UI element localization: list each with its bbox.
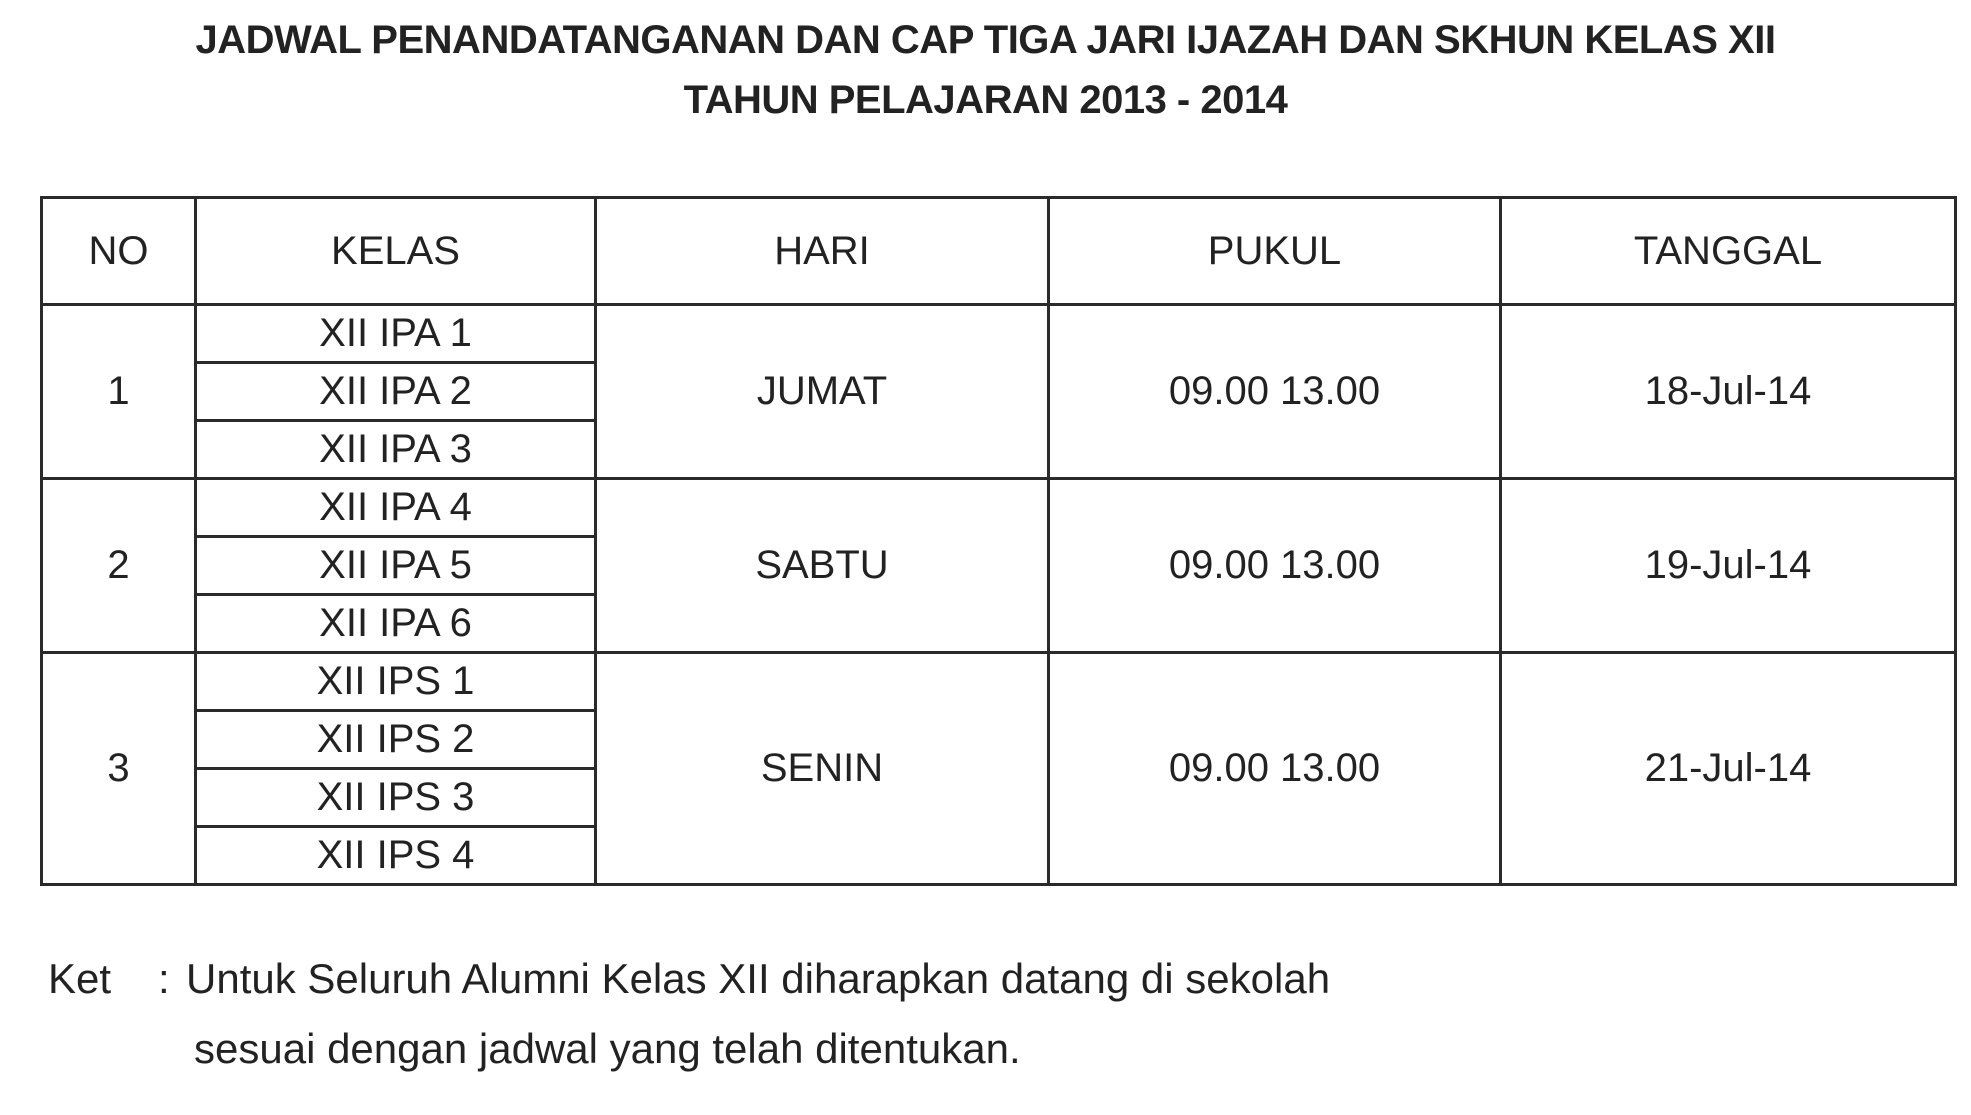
cell-hari: SABTU [596,479,1049,653]
note-text-line2: sesuai dengan jadwal yang telah ditentukan. [194,1025,1021,1072]
cell-kelas: XII IPS 4 [196,827,596,885]
header-tanggal: TANGGAL [1501,198,1956,305]
header-pukul: PUKUL [1049,198,1501,305]
header-kelas: KELAS [196,198,596,305]
cell-kelas: XII IPA 6 [196,595,596,653]
cell-pukul: 09.00 13.00 [1049,479,1501,653]
cell-no: 1 [42,305,196,479]
table-header [42,198,1956,305]
cell-no: 2 [42,479,196,653]
header-hari: HARI [596,198,1049,305]
cell-kelas: XII IPS 1 [196,653,596,711]
header-row [42,198,1956,305]
cell-tanggal: 18-Jul-14 [1501,305,1956,479]
header-no: NO [42,198,196,305]
cell-kelas: XII IPS 2 [196,711,596,769]
cell-kelas: XII IPA 5 [196,537,596,595]
cell-kelas: XII IPA 2 [196,363,596,421]
cell-kelas: XII IPS 3 [196,769,596,827]
cell-no: 3 [42,653,196,885]
cell-hari: JUMAT [596,305,1049,479]
cell-hari: SENIN [596,653,1049,885]
schedule-table [40,196,1957,886]
cell-pukul: 09.00 13.00 [1049,653,1501,885]
cell-kelas: XII IPA 4 [196,479,596,537]
table-row [42,653,1956,711]
cell-kelas: XII IPA 1 [196,305,596,363]
document-title: JADWAL PENANDATANGANAN DAN CAP TIGA JARI IJAZAH DAN SKHUN KELAS XII [195,18,1776,62]
cell-kelas: XII IPA 3 [196,421,596,479]
cell-tanggal: 19-Jul-14 [1501,479,1956,653]
cell-tanggal: 21-Jul-14 [1501,653,1956,885]
note-colon: : [158,955,170,1002]
note-label: Ket [48,955,112,1002]
table-row [42,479,1956,537]
note-text-line1: Untuk Seluruh Alumni Kelas XII diharapkan datang di sekolah [186,955,1331,1002]
cell-pukul: 09.00 13.00 [1049,305,1501,479]
table-body [42,305,1956,885]
document-subtitle: TAHUN PELAJARAN 2013 - 2014 [683,78,1288,122]
table-row [42,305,1956,363]
